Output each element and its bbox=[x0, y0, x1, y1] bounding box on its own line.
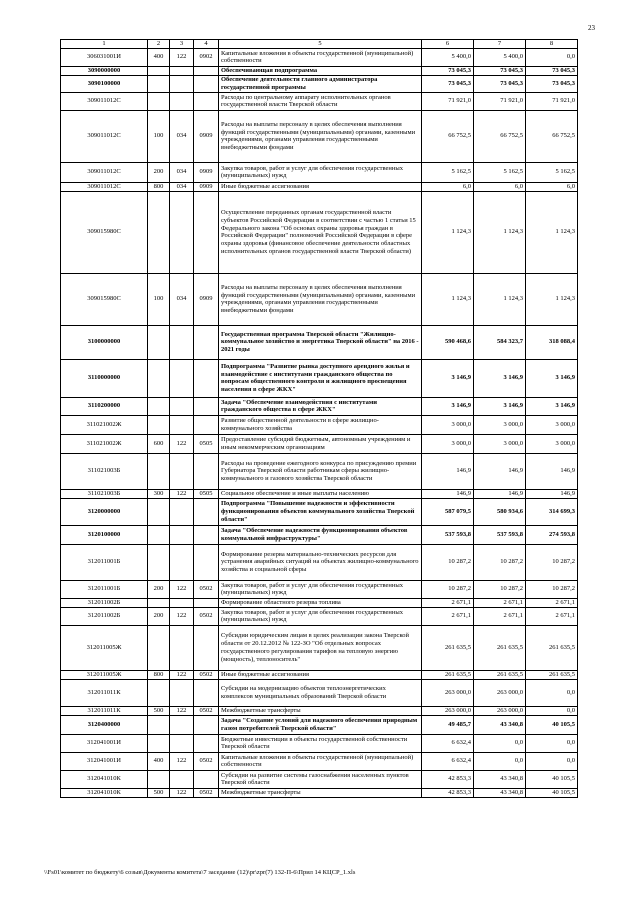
section-cell: 0902 bbox=[194, 48, 219, 66]
description-cell: Закупка товаров, работ и услуг для обеспечения государственных (муниципальных) нужд bbox=[219, 580, 422, 598]
value-2020-cell: 10 287,2 bbox=[474, 544, 526, 580]
table-row bbox=[61, 770, 578, 788]
grbs-cell: 122 bbox=[170, 788, 194, 797]
description-cell: Расходы по центральному аппарату исполнительных органов государственной власти Тверской области bbox=[219, 92, 422, 110]
code-cell: 309015980С bbox=[61, 191, 148, 273]
value-2020-cell: 580 934,6 bbox=[474, 498, 526, 525]
value-2020-cell: 0,0 bbox=[474, 734, 526, 752]
code-cell: 3110000000 bbox=[61, 359, 148, 397]
vr-cell bbox=[148, 453, 170, 489]
table-row bbox=[61, 625, 578, 670]
value-2020-cell: 43 340,8 bbox=[474, 770, 526, 788]
value-2021-cell: 146,9 bbox=[526, 489, 578, 498]
section-cell bbox=[194, 66, 219, 75]
value-2021-cell: 314 699,3 bbox=[526, 498, 578, 525]
table-row bbox=[61, 182, 578, 191]
section-cell bbox=[194, 679, 219, 706]
vr-cell bbox=[148, 734, 170, 752]
code-cell: 312011005Ж bbox=[61, 625, 148, 670]
value-2021-cell: 3 000,0 bbox=[526, 434, 578, 453]
grbs-cell: 034 bbox=[170, 273, 194, 325]
value-2021-cell: 3 146,9 bbox=[526, 359, 578, 397]
code-cell: 312011011К bbox=[61, 679, 148, 706]
code-cell: 312041010К bbox=[61, 770, 148, 788]
value-2020-cell: 43 340,8 bbox=[474, 788, 526, 797]
value-2020-cell: 146,9 bbox=[474, 489, 526, 498]
grbs-cell bbox=[170, 397, 194, 415]
section-cell: 0909 bbox=[194, 273, 219, 325]
value-2019-cell: 590 468,6 bbox=[422, 325, 474, 359]
value-2020-cell: 6,0 bbox=[474, 182, 526, 191]
value-2019-cell: 263 000,0 bbox=[422, 706, 474, 715]
description-cell: Закупка товаров, работ и услуг для обеспечения государственных (муниципальных) нужд bbox=[219, 162, 422, 182]
code-cell: 311021003Б bbox=[61, 453, 148, 489]
value-2020-cell: 584 323,7 bbox=[474, 325, 526, 359]
value-2019-cell: 49 485,7 bbox=[422, 715, 474, 734]
value-2021-cell: 318 088,4 bbox=[526, 325, 578, 359]
value-2020-cell: 5 400,0 bbox=[474, 48, 526, 66]
vr-cell: 100 bbox=[148, 110, 170, 162]
value-2020-cell: 263 000,0 bbox=[474, 679, 526, 706]
grbs-cell bbox=[170, 66, 194, 75]
table-row bbox=[61, 498, 578, 525]
description-cell: Развитие общественной деятельности в сфере жилищно-коммунального хозяйства bbox=[219, 415, 422, 434]
table-row bbox=[61, 453, 578, 489]
vr-cell: 400 bbox=[148, 48, 170, 66]
grbs-cell bbox=[170, 598, 194, 607]
section-cell bbox=[194, 359, 219, 397]
description-cell: Задача "Обеспечение взаимодействия с институтами гражданского общества в сфере ЖКХ" bbox=[219, 397, 422, 415]
page-number: 23 bbox=[588, 24, 595, 32]
value-2019-cell: 3 146,9 bbox=[422, 359, 474, 397]
value-2019-cell: 42 853,3 bbox=[422, 770, 474, 788]
code-cell: 311021002Ж bbox=[61, 415, 148, 434]
value-2020-cell: 1 124,3 bbox=[474, 191, 526, 273]
value-2020-cell: 261 635,5 bbox=[474, 625, 526, 670]
vr-cell bbox=[148, 679, 170, 706]
vr-cell bbox=[148, 770, 170, 788]
code-cell: 309011012С bbox=[61, 182, 148, 191]
section-cell: 0502 bbox=[194, 706, 219, 715]
value-2021-cell: 10 287,2 bbox=[526, 544, 578, 580]
description-cell: Закупка товаров, работ и услуг для обеспечения государственных (муниципальных) нужд bbox=[219, 607, 422, 625]
value-2019-cell: 73 045,3 bbox=[422, 66, 474, 75]
table-row bbox=[61, 191, 578, 273]
value-2021-cell: 40 105,5 bbox=[526, 770, 578, 788]
table-row bbox=[61, 706, 578, 715]
table-row bbox=[61, 598, 578, 607]
code-cell: 312011011К bbox=[61, 706, 148, 715]
vr-cell: 500 bbox=[148, 706, 170, 715]
header-cell: 5 bbox=[219, 40, 422, 49]
description-cell: Иные бюджетные ассигнования bbox=[219, 182, 422, 191]
value-2020-cell: 71 921,0 bbox=[474, 92, 526, 110]
vr-cell bbox=[148, 715, 170, 734]
vr-cell: 100 bbox=[148, 273, 170, 325]
header-cell: 7 bbox=[474, 40, 526, 49]
grbs-cell: 122 bbox=[170, 706, 194, 715]
vr-cell: 800 bbox=[148, 670, 170, 679]
description-cell: Обеспечение деятельности главного администратора государственной программы bbox=[219, 75, 422, 92]
code-cell: 3090100000 bbox=[61, 75, 148, 92]
grbs-cell: 122 bbox=[170, 48, 194, 66]
table-row bbox=[61, 580, 578, 598]
value-2019-cell: 146,9 bbox=[422, 489, 474, 498]
value-2021-cell: 2 671,1 bbox=[526, 598, 578, 607]
budget-table bbox=[60, 39, 578, 798]
value-2021-cell: 0,0 bbox=[526, 752, 578, 770]
description-cell: Государственная программа Тверской области "Жилищно-коммунальное хозяйство и энергетика Тверской области" на 2016 - 2021 годы bbox=[219, 325, 422, 359]
value-2019-cell: 587 079,5 bbox=[422, 498, 474, 525]
table-row bbox=[61, 66, 578, 75]
code-cell: 309015980С bbox=[61, 273, 148, 325]
grbs-cell bbox=[170, 770, 194, 788]
value-2019-cell: 6,0 bbox=[422, 182, 474, 191]
description-cell: Бюджетные инвестиции в объекты государственной собственности Тверской области bbox=[219, 734, 422, 752]
header-cell: 3 bbox=[170, 40, 194, 49]
description-cell: Расходы на выплаты персоналу в целях обеспечения выполнения функций государственными (муниципальными) органами, казенными учреждениями, органами управления государственными внебюджетными фондами bbox=[219, 273, 422, 325]
vr-cell bbox=[148, 525, 170, 544]
grbs-cell bbox=[170, 679, 194, 706]
header-cell: 6 bbox=[422, 40, 474, 49]
vr-cell bbox=[148, 544, 170, 580]
vr-cell: 400 bbox=[148, 752, 170, 770]
description-cell: Межбюджетные трансферты bbox=[219, 788, 422, 797]
grbs-cell: 122 bbox=[170, 752, 194, 770]
description-cell: Расходы на выплаты персоналу в целях обеспечения выполнения функций государственными (муниципальными) органами, казенными учреждениями, органами управления государственными внебюджетными фондами bbox=[219, 110, 422, 162]
code-cell: 312011005Ж bbox=[61, 670, 148, 679]
file-path-footer: \\Fs01\комитет по бюджету\6 созыв\Документы комитета\7 заседание (12)\pr\zpr(7) 132-П-6\Прил 14 КЦСР_1.xls bbox=[44, 869, 356, 876]
value-2021-cell: 274 593,8 bbox=[526, 525, 578, 544]
vr-cell: 200 bbox=[148, 162, 170, 182]
description-cell: Субсидии юридическим лицам в целях реализации закона Тверской области от 20.12.2012 № 122-ЗО "Об отдельных вопросах государственного регулирования тарифов на тепловую энергию (мощность), теплоноситель" bbox=[219, 625, 422, 670]
value-2020-cell: 3 146,9 bbox=[474, 359, 526, 397]
grbs-cell: 034 bbox=[170, 110, 194, 162]
code-cell: 312041010К bbox=[61, 788, 148, 797]
grbs-cell bbox=[170, 625, 194, 670]
vr-cell bbox=[148, 625, 170, 670]
vr-cell: 200 bbox=[148, 607, 170, 625]
description-cell: Субсидии на модернизацию объектов теплоэнергетических комплексов муниципальных образований Тверской области bbox=[219, 679, 422, 706]
value-2021-cell: 71 921,0 bbox=[526, 92, 578, 110]
vr-cell bbox=[148, 598, 170, 607]
vr-cell bbox=[148, 92, 170, 110]
section-cell bbox=[194, 770, 219, 788]
value-2019-cell: 1 124,3 bbox=[422, 191, 474, 273]
description-cell: Межбюджетные трансферты bbox=[219, 706, 422, 715]
grbs-cell bbox=[170, 325, 194, 359]
code-cell: 312011002Б bbox=[61, 598, 148, 607]
grbs-cell: 122 bbox=[170, 489, 194, 498]
table-row bbox=[61, 162, 578, 182]
value-2020-cell: 66 752,5 bbox=[474, 110, 526, 162]
grbs-cell: 122 bbox=[170, 580, 194, 598]
value-2020-cell: 3 146,9 bbox=[474, 397, 526, 415]
table-row bbox=[61, 397, 578, 415]
table-row bbox=[61, 489, 578, 498]
grbs-cell bbox=[170, 359, 194, 397]
description-cell: Капитальные вложения в объекты государственной (муниципальной) собственности bbox=[219, 48, 422, 66]
grbs-cell: 034 bbox=[170, 182, 194, 191]
grbs-cell bbox=[170, 498, 194, 525]
code-cell: 3090000000 bbox=[61, 66, 148, 75]
value-2021-cell: 3 000,0 bbox=[526, 415, 578, 434]
code-cell: 309011012С bbox=[61, 110, 148, 162]
vr-cell bbox=[148, 75, 170, 92]
vr-cell bbox=[148, 325, 170, 359]
description-cell: Осуществление переданных органам государственной власти субъектов Российской Федерации в соответствии с частью 1 статьи 15 Федерального закона "Об основах охраны здоровья граждан в Российской Федерации" полномочий Российской Федерации в сфере охраны здоровья (финансовое обеспечение деятельности областных исполнительных органов государственной власти Тверской области) bbox=[219, 191, 422, 273]
section-cell bbox=[194, 453, 219, 489]
code-cell: 312011001Б bbox=[61, 544, 148, 580]
value-2019-cell: 71 921,0 bbox=[422, 92, 474, 110]
description-cell: Задача "Обеспечение надежности функционирования объектов коммунальной инфраструктуры" bbox=[219, 525, 422, 544]
description-cell: Иные бюджетные ассигнования bbox=[219, 670, 422, 679]
grbs-cell bbox=[170, 525, 194, 544]
table-row bbox=[61, 434, 578, 453]
value-2021-cell: 3 146,9 bbox=[526, 397, 578, 415]
value-2021-cell: 73 045,3 bbox=[526, 75, 578, 92]
value-2021-cell: 261 635,5 bbox=[526, 670, 578, 679]
table-row bbox=[61, 525, 578, 544]
value-2019-cell: 263 000,0 bbox=[422, 679, 474, 706]
description-cell: Субсидии на развитие системы газоснабжения населенных пунктов Тверской области bbox=[219, 770, 422, 788]
code-cell: 312041001И bbox=[61, 734, 148, 752]
value-2021-cell: 2 671,1 bbox=[526, 607, 578, 625]
description-cell: Социальное обеспечение и иные выплаты населению bbox=[219, 489, 422, 498]
value-2020-cell: 3 000,0 bbox=[474, 434, 526, 453]
code-cell: 3120000000 bbox=[61, 498, 148, 525]
value-2020-cell: 10 287,2 bbox=[474, 580, 526, 598]
value-2020-cell: 43 340,8 bbox=[474, 715, 526, 734]
grbs-cell: 122 bbox=[170, 434, 194, 453]
code-cell: 312011002Б bbox=[61, 607, 148, 625]
value-2019-cell: 3 000,0 bbox=[422, 434, 474, 453]
vr-cell bbox=[148, 66, 170, 75]
value-2020-cell: 263 000,0 bbox=[474, 706, 526, 715]
value-2020-cell: 2 671,1 bbox=[474, 607, 526, 625]
value-2019-cell: 10 287,2 bbox=[422, 580, 474, 598]
vr-cell: 300 bbox=[148, 489, 170, 498]
value-2019-cell: 73 045,3 bbox=[422, 75, 474, 92]
value-2019-cell: 261 635,5 bbox=[422, 625, 474, 670]
code-cell: 311021002Ж bbox=[61, 434, 148, 453]
table-row bbox=[61, 325, 578, 359]
value-2021-cell: 40 105,5 bbox=[526, 788, 578, 797]
grbs-cell bbox=[170, 191, 194, 273]
section-cell bbox=[194, 544, 219, 580]
vr-cell bbox=[148, 415, 170, 434]
grbs-cell bbox=[170, 415, 194, 434]
grbs-cell bbox=[170, 75, 194, 92]
grbs-cell: 122 bbox=[170, 670, 194, 679]
table-row bbox=[61, 110, 578, 162]
table-row bbox=[61, 75, 578, 92]
vr-cell bbox=[148, 359, 170, 397]
value-2020-cell: 537 593,8 bbox=[474, 525, 526, 544]
section-cell bbox=[194, 734, 219, 752]
description-cell: Расходы на проведение ежегодного конкурса по присуждению премии Губернатора Тверской области работникам сферы жилищно-коммунального и газового хозяйства Тверской области bbox=[219, 453, 422, 489]
header-cell: 4 bbox=[194, 40, 219, 49]
value-2020-cell: 5 162,5 bbox=[474, 162, 526, 182]
vr-cell bbox=[148, 397, 170, 415]
description-cell: Предоставление субсидий бюджетным, автономным учреждениям и иным некоммерческим организациям bbox=[219, 434, 422, 453]
vr-cell bbox=[148, 498, 170, 525]
table-row bbox=[61, 752, 578, 770]
table-row bbox=[61, 48, 578, 66]
description-cell: Подпрограмма "Развитие рынка доступного арендного жилья и взаимодействие с институтами гражданского общества по вопросам общественного контроля и жилищного просвещения населения в сфере ЖКХ" bbox=[219, 359, 422, 397]
section-cell bbox=[194, 415, 219, 434]
header-cell: 8 bbox=[526, 40, 578, 49]
description-cell: Капитальные вложения в объекты государственной (муниципальной) собственности bbox=[219, 752, 422, 770]
header-cell: 1 bbox=[61, 40, 148, 49]
value-2021-cell: 1 124,3 bbox=[526, 273, 578, 325]
table-row bbox=[61, 544, 578, 580]
value-2019-cell: 537 593,8 bbox=[422, 525, 474, 544]
value-2020-cell: 73 045,3 bbox=[474, 66, 526, 75]
value-2019-cell: 5 162,5 bbox=[422, 162, 474, 182]
table-row bbox=[61, 607, 578, 625]
header-cell: 2 bbox=[148, 40, 170, 49]
value-2021-cell: 0,0 bbox=[526, 679, 578, 706]
code-cell: 312041001И bbox=[61, 752, 148, 770]
value-2019-cell: 42 853,3 bbox=[422, 788, 474, 797]
code-cell: 309011012С bbox=[61, 92, 148, 110]
section-cell: 0502 bbox=[194, 580, 219, 598]
value-2019-cell: 10 287,2 bbox=[422, 544, 474, 580]
grbs-cell bbox=[170, 544, 194, 580]
code-cell: 309011012С bbox=[61, 162, 148, 182]
table-row bbox=[61, 273, 578, 325]
value-2020-cell: 1 124,3 bbox=[474, 273, 526, 325]
table-row bbox=[61, 670, 578, 679]
section-cell: 0909 bbox=[194, 162, 219, 182]
grbs-cell bbox=[170, 92, 194, 110]
section-cell bbox=[194, 397, 219, 415]
vr-cell: 500 bbox=[148, 788, 170, 797]
value-2021-cell: 261 635,5 bbox=[526, 625, 578, 670]
value-2020-cell: 73 045,3 bbox=[474, 75, 526, 92]
value-2021-cell: 5 162,5 bbox=[526, 162, 578, 182]
value-2019-cell: 5 400,0 bbox=[422, 48, 474, 66]
code-cell: 306031001И bbox=[61, 48, 148, 66]
value-2020-cell: 146,9 bbox=[474, 453, 526, 489]
value-2019-cell: 261 635,5 bbox=[422, 670, 474, 679]
value-2021-cell: 73 045,3 bbox=[526, 66, 578, 75]
section-cell bbox=[194, 498, 219, 525]
value-2021-cell: 0,0 bbox=[526, 734, 578, 752]
section-cell: 0502 bbox=[194, 670, 219, 679]
code-cell: 311021003Б bbox=[61, 489, 148, 498]
table-row bbox=[61, 734, 578, 752]
grbs-cell bbox=[170, 715, 194, 734]
section-cell bbox=[194, 625, 219, 670]
section-cell: 0502 bbox=[194, 607, 219, 625]
value-2021-cell: 0,0 bbox=[526, 706, 578, 715]
table-row bbox=[61, 415, 578, 434]
value-2021-cell: 0,0 bbox=[526, 48, 578, 66]
value-2019-cell: 3 000,0 bbox=[422, 415, 474, 434]
grbs-cell: 034 bbox=[170, 162, 194, 182]
table-header-row bbox=[61, 40, 578, 49]
section-cell bbox=[194, 715, 219, 734]
description-cell: Обеспечивающая подпрограмма bbox=[219, 66, 422, 75]
value-2021-cell: 146,9 bbox=[526, 453, 578, 489]
value-2021-cell: 6,0 bbox=[526, 182, 578, 191]
value-2019-cell: 6 632,4 bbox=[422, 734, 474, 752]
code-cell: 312011001Б bbox=[61, 580, 148, 598]
table-row bbox=[61, 788, 578, 797]
code-cell: 3120400000 bbox=[61, 715, 148, 734]
section-cell: 0502 bbox=[194, 788, 219, 797]
description-cell: Формирование областного резерва топлива bbox=[219, 598, 422, 607]
description-cell: Задача "Создание условий для надежного обеспечения природным газом потребителей Тверской области" bbox=[219, 715, 422, 734]
code-cell: 3100000000 bbox=[61, 325, 148, 359]
section-cell bbox=[194, 598, 219, 607]
vr-cell: 200 bbox=[148, 580, 170, 598]
table-row bbox=[61, 715, 578, 734]
grbs-cell: 122 bbox=[170, 607, 194, 625]
section-cell: 0909 bbox=[194, 182, 219, 191]
table-row bbox=[61, 92, 578, 110]
description-cell: Подпрограмма "Повышение надежности и эффективности функционирования объектов коммунального хозяйства Тверской области" bbox=[219, 498, 422, 525]
table-row bbox=[61, 679, 578, 706]
value-2019-cell: 66 752,5 bbox=[422, 110, 474, 162]
table-row bbox=[61, 359, 578, 397]
code-cell: 3120100000 bbox=[61, 525, 148, 544]
value-2020-cell: 261 635,5 bbox=[474, 670, 526, 679]
value-2019-cell: 146,9 bbox=[422, 453, 474, 489]
value-2021-cell: 10 287,2 bbox=[526, 580, 578, 598]
value-2021-cell: 40 105,5 bbox=[526, 715, 578, 734]
section-cell: 0505 bbox=[194, 434, 219, 453]
value-2020-cell: 0,0 bbox=[474, 752, 526, 770]
section-cell bbox=[194, 75, 219, 92]
section-cell: 0502 bbox=[194, 752, 219, 770]
value-2019-cell: 2 671,1 bbox=[422, 607, 474, 625]
vr-cell bbox=[148, 191, 170, 273]
section-cell bbox=[194, 92, 219, 110]
section-cell: 0909 bbox=[194, 110, 219, 162]
value-2019-cell: 1 124,3 bbox=[422, 273, 474, 325]
value-2021-cell: 66 752,5 bbox=[526, 110, 578, 162]
section-cell bbox=[194, 525, 219, 544]
value-2019-cell: 2 671,1 bbox=[422, 598, 474, 607]
value-2019-cell: 3 146,9 bbox=[422, 397, 474, 415]
value-2021-cell: 1 124,3 bbox=[526, 191, 578, 273]
vr-cell: 800 bbox=[148, 182, 170, 191]
description-cell: Формирование резерва материально-технических ресурсов для устранения аварийных ситуаций на объектах жилищно-коммунального хозяйства и социальной сферы bbox=[219, 544, 422, 580]
value-2020-cell: 3 000,0 bbox=[474, 415, 526, 434]
grbs-cell bbox=[170, 734, 194, 752]
section-cell bbox=[194, 325, 219, 359]
value-2019-cell: 6 632,4 bbox=[422, 752, 474, 770]
section-cell: 0505 bbox=[194, 489, 219, 498]
code-cell: 3110200000 bbox=[61, 397, 148, 415]
grbs-cell bbox=[170, 453, 194, 489]
vr-cell: 600 bbox=[148, 434, 170, 453]
value-2020-cell: 2 671,1 bbox=[474, 598, 526, 607]
section-cell bbox=[194, 191, 219, 273]
